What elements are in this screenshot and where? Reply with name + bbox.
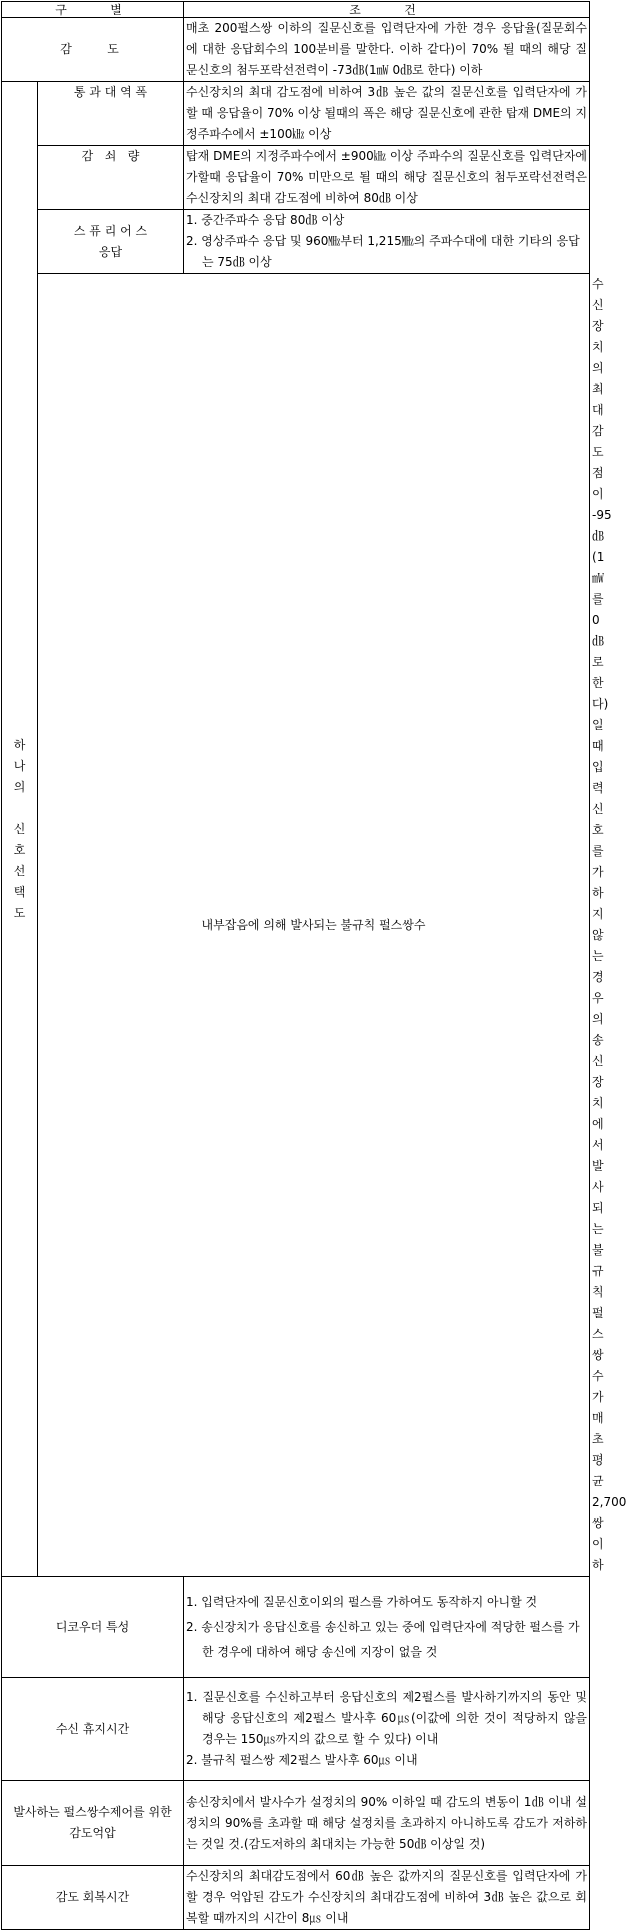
row-label-deadtime: 수신 휴지시간 — [2, 1678, 184, 1781]
passband-label: 통 과 대 역 폭 — [73, 85, 148, 99]
selectivity-group-label — [2, 82, 38, 1577]
row-label-attenuation — [38, 146, 184, 210]
header-condition: 조 건 — [184, 2, 590, 18]
table-row-suppression — [2, 1781, 590, 1866]
row-text-deadtime — [184, 1678, 590, 1781]
group-char: 신 — [13, 821, 26, 836]
table-row-recovery — [2, 1866, 590, 1930]
row-text-sensitivity: 매초 200펄스쌍 이하의 질문신호를 입력단자에 가한 경우 응답율(질문회수에 대한 응답회수의 100분비를 말한다. 이하 같다)이 70% 될 때의 해당 질문신호의 첨두포락선전력이 -73㏈(1㎽ 0㏈로 한다) 이하 — [184, 18, 590, 82]
list-item: 2. 송신장치가 응답신호를 송신하고 있는 중에 입력단자에 적당한 펄스를 가한 경우에 대하여 해당 송신에 지장이 없을 것 — [186, 1619, 580, 1659]
row-label-passband — [38, 82, 184, 146]
group-char: 호 — [13, 842, 26, 857]
table-header-row — [2, 2, 590, 18]
header-category: 구 별 — [2, 2, 184, 18]
row-label-sensitivity — [2, 18, 184, 82]
group-char: 선 — [13, 863, 26, 878]
list-item: 1. 중간주파수 응답 80㏈ 이상 — [186, 213, 345, 227]
spurious-label-line1: 스 퓨 리 어 스 — [73, 223, 148, 238]
list-item: 2. 불규칙 펄스쌍 제2펄스 발사후 60㎲ 이내 — [186, 1753, 418, 1767]
group-spacer — [4, 798, 35, 819]
table-row-attenuation — [2, 146, 590, 210]
table-row-sensitivity — [2, 18, 590, 82]
list-item: 1. 입력단자에 질문신호이외의 펄스를 가하여도 동작하지 아니할 것 — [186, 1594, 538, 1609]
decoder-list — [186, 1590, 587, 1665]
table-row-noise: 내부잡음에 의해 발사되는 불규칙 펄스쌍수 수신장치의 최대감도점이 -95㏈(1㎽를 0㏈로 한다)일 때 입력신호를 가하지 않는 경우의 송신장치에서 발사되는 불규칙 펄스쌍 수가 매초 평균 2,700쌍 이하 — [2, 274, 590, 1577]
row-label-noise: 내부잡음에 의해 발사되는 불규칙 펄스쌍수 — [38, 274, 590, 1577]
spurious-list — [186, 210, 587, 273]
attenuation-label: 감 쇠 량 — [81, 149, 140, 163]
row-text-passband: 수신장치의 최대 감도점에 비하여 3㏈ 높은 값의 질문신호를 입력단자에 가할 때 응답율이 70% 이상 될때의 폭은 해당 질문신호에 관한 탑재 DME의 지정주파수에서 ±100㎑ 이상 — [184, 82, 590, 146]
group-char: 택 — [13, 884, 26, 899]
table-row-spurious — [2, 210, 590, 274]
spec-table — [1, 1, 626, 1930]
row-label-recovery: 감도 회복시간 — [2, 1866, 184, 1930]
row-label-spurious — [38, 210, 184, 274]
row-text-attenuation: 탑재 DME의 지정주파수에서 ±900㎑ 이상 주파수의 질문신호를 입력단자에 가할때 응답율이 70% 미만으로 될 때의 해당 질문신호의 첨두포락선전력은 수신장치의 최대 감도점에 비하여 80㏈ 이상 — [184, 146, 590, 210]
row-label-decoder: 디코우더 특성 — [2, 1577, 184, 1678]
spurious-label-line2: 응답 — [98, 244, 123, 259]
row-text-spurious — [184, 210, 590, 274]
table-row-decoder — [2, 1577, 590, 1678]
row-label-suppression: 발사하는 펄스쌍수제어를 위한 감도억압 — [2, 1781, 184, 1866]
sensitivity-label: 감 도 — [60, 42, 125, 56]
row-text-decoder — [184, 1577, 590, 1678]
row-text-recovery: 수신장치의 최대감도점에서 60㏈ 높은 값까지의 질문신호를 입력단자에 가할 경우 억압된 감도가 수신장치의 최대감도점에 비하여 3㏈ 높은 값으로 회복할 때까지의 시간이 8㎲ 이내 — [184, 1866, 590, 1930]
list-item: 1. 질문신호를 수신하고부터 응답신호의 제2펄스를 발사하기까지의 동안 및 해당 응답신호의 제2펄스 발사후 60㎲(이값에 의한 것이 적당하지 않을 경우는 150㎲까지의 값으로 할 수 있다) 이내 — [186, 1690, 588, 1746]
row-text-suppression: 송신장치에서 발사수가 설정치의 90% 이하일 때 감도의 변동이 1㏈ 이내 설정치의 90%를 초과할 때 해당 설정치를 초과하지 아니하도록 감도가 저하하는 것일 것.(감도저하의 최대치는 가능한 50㏈ 이상일 것) — [184, 1781, 590, 1866]
group-char: 나 — [13, 758, 26, 773]
deadtime-list — [186, 1687, 587, 1771]
group-char: 의 — [13, 779, 26, 794]
group-char: 도 — [13, 905, 26, 920]
table-row-passband — [2, 82, 590, 146]
list-item: 2. 영상주파수 응답 및 960㎒부터 1,215㎒의 주파수대에 대한 기타의 응답는 75㏈ 이상 — [186, 234, 580, 269]
group-char: 하 — [13, 737, 26, 752]
table-row-deadtime — [2, 1678, 590, 1781]
